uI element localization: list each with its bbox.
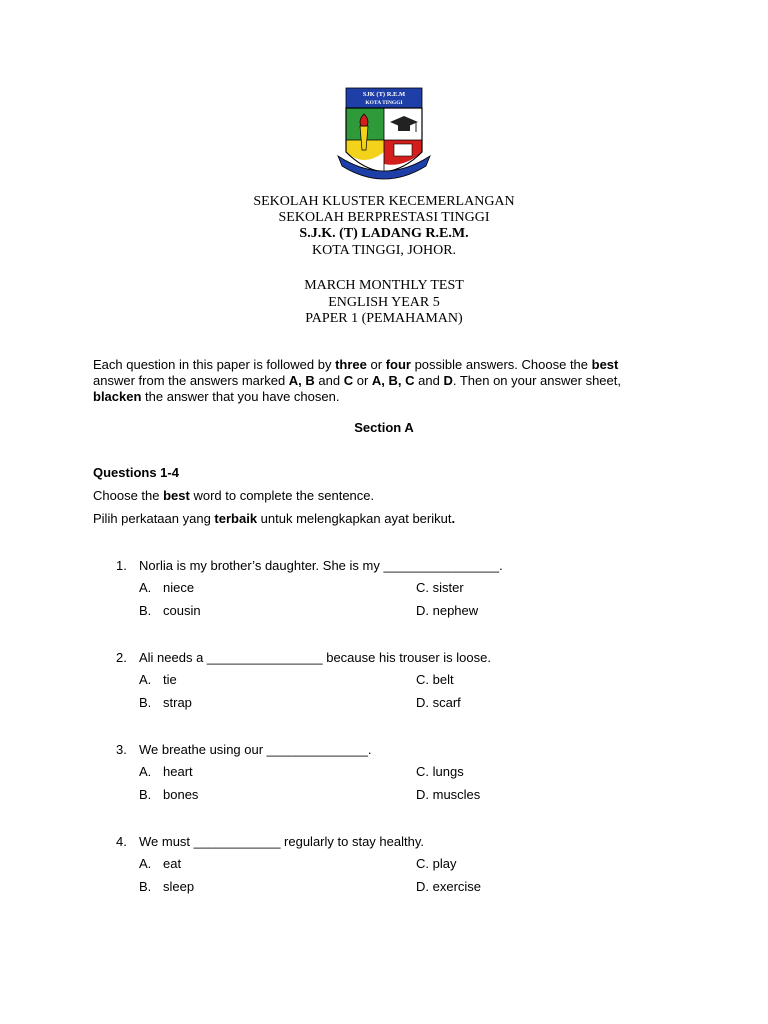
question-text: We must ____________ regularly to stay healthy. [139,834,424,849]
option-a: A. heart [139,764,193,779]
test-title: MARCH MONTHLY TEST [304,278,464,293]
question-text: We breathe using our ______________. [139,742,372,757]
instruction-english: Choose the best word to complete the sentence. [93,488,375,503]
school-crest-logo [334,86,434,182]
svg-text:KOTA TINGGI: KOTA TINGGI [365,100,403,106]
option-a: A. tie [139,672,177,687]
option-b: B. strap [139,695,192,710]
school-location: KOTA TINGGI, JOHOR. [311,243,457,258]
instructions: Each question in this paper is followed by three or four possible answers. Choose the best answer from the answers marked A, B and C or A, B, C and D. Then on your answer sheet, blacken the answer that you have chosen. [93,357,621,404]
question-4 [116,834,716,902]
instruction-malay: Pilih perkataan yang terbaik untuk melengkapkan ayat berikut. [93,511,456,526]
question-number: 1. [116,558,127,573]
option-b: B. bones [139,787,199,802]
section-title: Section A [354,420,414,435]
option-c: C. lungs [416,764,464,779]
option-b: B. cousin [139,603,201,618]
question-1 [116,558,716,626]
question-number: 4. [116,834,127,849]
option-d: D. exercise [416,879,482,894]
question-number: 2. [116,650,127,665]
option-b: B. sleep [139,879,195,894]
school-name: S.J.K. (T) LADANG R.E.M. [299,226,469,241]
option-d: D. muscles [416,787,481,802]
option-c: C. sister [416,580,464,595]
questions-heading: Questions 1-4 [93,465,179,480]
test-paper: PAPER 1 (PEMAHAMAN) [305,311,463,326]
question-text: Ali needs a ________________ because his trouser is loose. [139,650,491,665]
header-line-2: SEKOLAH BERPRESTASI TINGGI [278,210,490,225]
svg-text:SJK (T) R.E.M: SJK (T) R.E.M [362,91,406,98]
option-d: D. nephew [416,603,479,618]
question-text: Norlia is my brother’s daughter. She is my ________________. [139,558,503,573]
question-number: 3. [116,742,127,757]
option-c: C. play [416,856,457,871]
question-2 [116,650,716,718]
option-a: A. niece [139,580,195,595]
question-3 [116,742,716,810]
header-line-1: SEKOLAH KLUSTER KECEMERLANGAN [253,194,515,209]
option-d: D. scarf [416,695,461,710]
option-c: C. belt [416,672,454,687]
option-a: A. eat [139,856,182,871]
test-subject: ENGLISH YEAR 5 [328,295,440,310]
